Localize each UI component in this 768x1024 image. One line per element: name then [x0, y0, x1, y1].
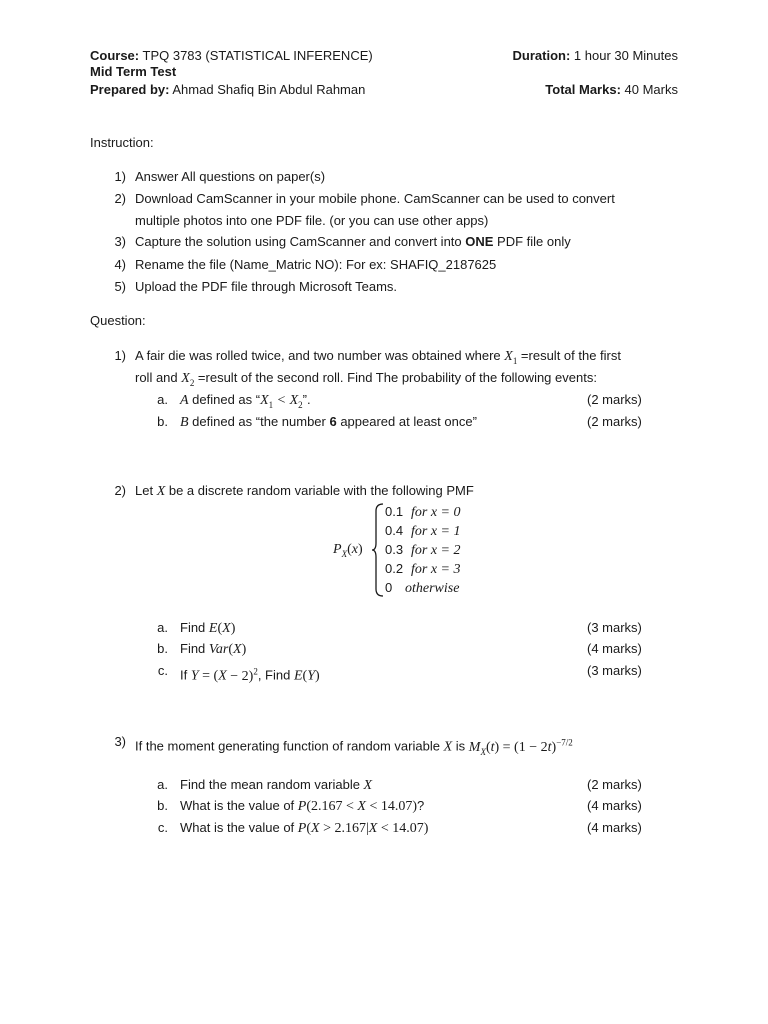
- math-x2: $X_2$: [181, 371, 195, 388]
- duration-label: Duration:: [512, 48, 571, 63]
- instruction-text-part: PDF file only: [493, 234, 571, 249]
- text-part: is: [452, 738, 469, 754]
- sub-question-letter: b.: [157, 641, 168, 656]
- sub-question-text: [180, 640, 246, 659]
- sub-question-letter: b.: [157, 414, 168, 429]
- marks-label: (4 marks): [587, 641, 642, 656]
- text-part: Find: [180, 641, 209, 656]
- math-mgf: $M_X(t) = (1 - 2t)^{-7/2}$: [468, 737, 573, 757]
- marks-label: (2 marks): [587, 392, 642, 407]
- instruction-heading: Instruction:: [90, 135, 154, 150]
- sub-question-letter: a.: [157, 777, 168, 792]
- marks-label: (2 marks): [587, 414, 642, 429]
- pmf-value: 0.1: [385, 504, 404, 519]
- pmf-row: [385, 578, 459, 598]
- sub-question-text: [180, 619, 235, 638]
- sub-question-text: [180, 662, 320, 686]
- pmf-row: [385, 540, 461, 560]
- math-y-definition: $Y = (X - 2)^2$: [190, 666, 258, 684]
- pmf-label: [333, 540, 363, 563]
- math-expectation: E(X): [208, 621, 236, 636]
- math-b: B: [180, 415, 189, 430]
- marks-label: (3 marks): [587, 663, 642, 678]
- text-part: What is the value of: [180, 798, 298, 813]
- pmf-condition: for x = 2: [411, 543, 461, 558]
- question-1-line-1: [135, 347, 621, 370]
- instruction-text: Upload the PDF file through Microsoft Teams.: [135, 279, 398, 294]
- text-part: be a discrete random variable with the following PMF: [165, 483, 474, 498]
- text-part: defined as “: [188, 392, 261, 407]
- instruction-emphasis: ONE: [465, 234, 494, 249]
- pmf-condition: for x = 0: [411, 505, 461, 520]
- instruction-text: [135, 233, 571, 251]
- question-3-intro: [135, 733, 573, 760]
- sub-question-letter: b.: [157, 798, 168, 813]
- text-part: ”.: [302, 392, 311, 407]
- instruction-number: 1): [114, 169, 126, 184]
- math-expectation-y: E(Y): [293, 668, 320, 684]
- duration-line: [513, 47, 678, 65]
- text-part: A fair die was rolled twice, and two number was obtained where: [135, 348, 505, 363]
- text-part: If the moment generating function of random variable: [135, 738, 444, 754]
- instruction-number: 2): [114, 191, 126, 206]
- instruction-text-part: Capture the solution using CamScanner and convert into: [135, 234, 466, 249]
- instruction-text: Answer All questions on paper(s): [135, 169, 326, 184]
- sub-question-text: [180, 413, 477, 432]
- instruction-number: 5): [114, 279, 126, 294]
- prepared-value: Ahmad Shafiq Bin Abdul Rahman: [172, 82, 366, 97]
- math-conditional-probability: P(X > 2.167|X < 14.07): [297, 821, 429, 836]
- math-variance: Var(X): [208, 642, 247, 657]
- pmf-value: 0: [385, 580, 393, 595]
- math-a: A: [180, 393, 189, 408]
- text-part: , Find: [257, 667, 294, 683]
- total-marks-label: Total Marks:: [545, 82, 621, 97]
- text-emphasis: 6: [329, 414, 337, 429]
- total-marks-value: 40 Marks: [624, 82, 678, 97]
- math-x: X: [443, 739, 453, 755]
- math-x1: $X_1$: [504, 349, 518, 366]
- marks-label: (4 marks): [587, 820, 642, 835]
- text-part: =result of the second roll. Find The probability of the following events:: [194, 370, 597, 385]
- instruction-text: Download CamScanner in your mobile phone. CamScanner can be used to convert: [135, 191, 615, 206]
- math-x1-less-x2: $X_1 < X_2$: [260, 393, 303, 410]
- question-number: 2): [114, 483, 126, 498]
- pmf-value: 0.4: [385, 523, 404, 538]
- text-part: ?: [417, 798, 425, 813]
- sub-question-text: [180, 391, 311, 414]
- total-marks-line: [545, 81, 678, 99]
- sub-question-text: [180, 797, 424, 816]
- pmf-condition: for x = 1: [411, 524, 461, 539]
- text-part: appeared at least once”: [336, 414, 477, 429]
- math-pmf: $P_X(x)$: [333, 542, 363, 559]
- question-number: 1): [114, 348, 126, 363]
- prepared-by-line: [90, 81, 365, 99]
- text-part: roll and: [135, 370, 182, 385]
- text-part: =result of the first: [517, 348, 621, 363]
- duration-value: 1 hour 30 Minutes: [573, 48, 678, 63]
- left-brace-icon: [372, 503, 384, 597]
- prepared-label: Prepared by:: [90, 82, 170, 97]
- pmf-row: [385, 559, 461, 579]
- instruction-text-continued: multiple photos into one PDF file. (or you can use other apps): [135, 213, 489, 228]
- sub-question-letter: a.: [157, 620, 168, 635]
- pmf-value: 0.2: [385, 561, 404, 576]
- instruction-number: 4): [114, 257, 126, 272]
- marks-label: (3 marks): [587, 620, 642, 635]
- math-x: X: [156, 484, 166, 499]
- sub-question-letter: a.: [157, 392, 168, 407]
- sub-question-letter: c.: [157, 820, 168, 835]
- text-part: Find the mean random variable: [180, 777, 364, 792]
- question-1-line-2: [135, 369, 597, 392]
- sub-question-text: [180, 819, 428, 838]
- question-2-intro: [135, 482, 474, 501]
- pmf-row: [385, 521, 461, 541]
- instruction-text: Rename the file (Name_Matric NO): For ex: SHAFIQ_2187625: [135, 257, 497, 272]
- question-number: 3): [114, 734, 126, 749]
- text-part: defined as “the number: [188, 414, 330, 429]
- test-title: Mid Term Test: [90, 64, 177, 79]
- sub-question-text: [180, 776, 372, 795]
- sub-question-letter: c.: [157, 663, 168, 678]
- text-part: If: [180, 667, 191, 683]
- text-part: Find: [180, 620, 209, 635]
- text-part: What is the value of: [180, 820, 298, 835]
- instruction-number: 3): [114, 234, 126, 249]
- pmf-condition: otherwise: [405, 581, 460, 596]
- marks-label: (2 marks): [587, 777, 642, 792]
- marks-label: (4 marks): [587, 798, 642, 813]
- course-value: TPQ 3783 (STATISTICAL INFERENCE): [142, 48, 373, 63]
- math-x: X: [363, 778, 373, 793]
- pmf-row: [385, 502, 461, 522]
- math-probability-interval: P(2.167 < X < 14.07): [297, 799, 418, 814]
- pmf-value: 0.3: [385, 542, 404, 557]
- pmf-condition: for x = 3: [411, 562, 461, 577]
- question-heading: Question:: [90, 313, 146, 328]
- course-label: Course:: [90, 48, 140, 63]
- text-part: Let: [135, 483, 157, 498]
